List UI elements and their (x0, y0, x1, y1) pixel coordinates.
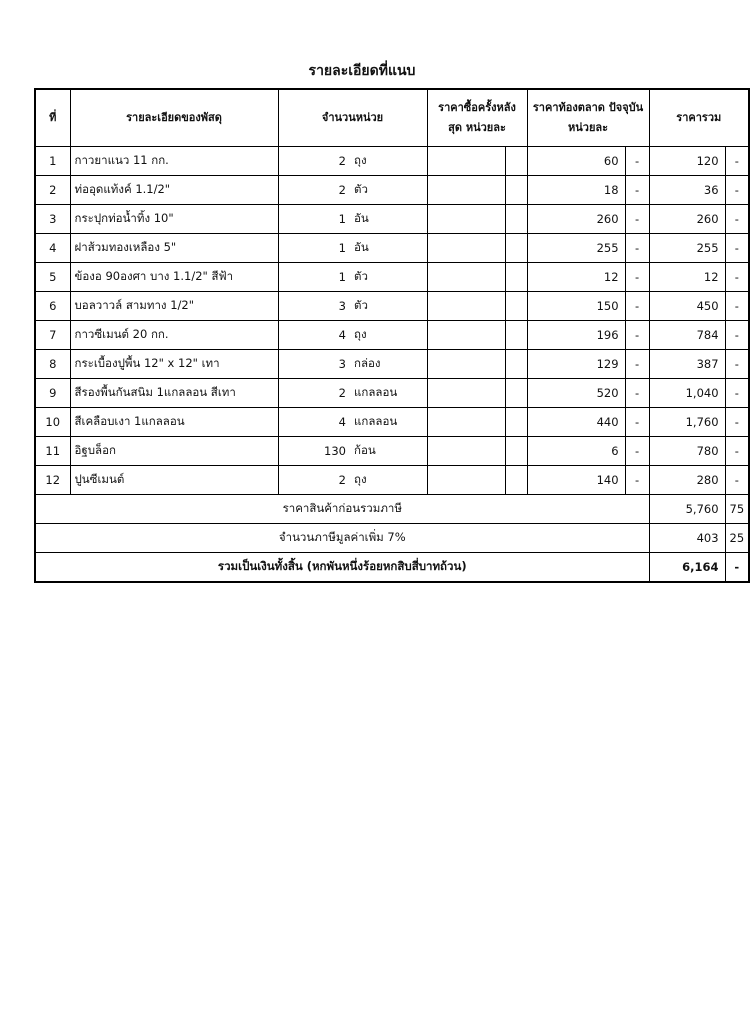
item-detail: บอลวาวล์ สามทาง 1/2" (70, 292, 278, 321)
subtotal-label: ราคาสินค้าก่อนรวมภาษี (35, 495, 649, 524)
item-market-price: 6 (527, 437, 625, 466)
item-no: 12 (35, 466, 70, 495)
item-market-price: 18 (527, 176, 625, 205)
item-qty: 4 (278, 321, 350, 350)
item-no: 6 (35, 292, 70, 321)
item-market-price: 260 (527, 205, 625, 234)
item-detail: สีรองพื้นกันสนิม 1แกลลอน สีเทา (70, 379, 278, 408)
item-last-price-satang (505, 437, 527, 466)
document-title: รายละเอียดที่แนบ (308, 63, 416, 79)
vat-satang: 25 (725, 524, 749, 553)
header-detail: รายละเอียดของพัสดุ (70, 89, 278, 147)
table-row (35, 321, 749, 350)
item-total-satang: - (725, 292, 749, 321)
item-total: 1,760 (649, 408, 725, 437)
item-no: 3 (35, 205, 70, 234)
item-last-price (427, 350, 505, 379)
table-row (35, 176, 749, 205)
item-unit: ถุง (350, 466, 427, 495)
item-no: 9 (35, 379, 70, 408)
item-qty: 130 (278, 437, 350, 466)
item-detail: กาวซีเมนต์ 20 กก. (70, 321, 278, 350)
item-qty: 3 (278, 350, 350, 379)
item-market-price: 255 (527, 234, 625, 263)
item-last-price-satang (505, 466, 527, 495)
item-last-price-satang (505, 263, 527, 292)
item-total: 12 (649, 263, 725, 292)
vat-value: 403 (649, 524, 725, 553)
item-market-price-satang: - (625, 321, 649, 350)
grand-total-value: 6,164 (649, 553, 725, 583)
item-qty: 1 (278, 205, 350, 234)
table-row (35, 350, 749, 379)
item-total: 780 (649, 437, 725, 466)
item-last-price (427, 205, 505, 234)
item-last-price-satang (505, 176, 527, 205)
table-body (35, 147, 749, 495)
item-total-satang: - (725, 350, 749, 379)
item-last-price-satang (505, 205, 527, 234)
item-unit: ถุง (350, 321, 427, 350)
item-market-price: 196 (527, 321, 625, 350)
item-market-price-satang: - (625, 176, 649, 205)
item-total: 450 (649, 292, 725, 321)
header-last-price: ราคาซื้อครั้งหลังสุด หน่วยละ (427, 89, 527, 147)
table-row (35, 292, 749, 321)
item-no: 7 (35, 321, 70, 350)
item-total-satang: - (725, 234, 749, 263)
item-unit: ตัว (350, 292, 427, 321)
table-row (35, 147, 749, 176)
item-no: 10 (35, 408, 70, 437)
item-last-price (427, 466, 505, 495)
item-last-price (427, 408, 505, 437)
item-market-price-satang: - (625, 437, 649, 466)
item-unit: ถุง (350, 147, 427, 176)
item-detail: ปูนซีเมนต์ (70, 466, 278, 495)
header-total: ราคารวม (649, 89, 749, 147)
item-detail: กาวยาแนว 11 กก. (70, 147, 278, 176)
table-header-row (35, 89, 749, 147)
item-no: 4 (35, 234, 70, 263)
item-detail: กระเบื้องปูพื้น 12" x 12" เทา (70, 350, 278, 379)
table-row (35, 379, 749, 408)
item-no: 1 (35, 147, 70, 176)
item-total-satang: - (725, 147, 749, 176)
items-table (34, 88, 750, 583)
item-no: 5 (35, 263, 70, 292)
item-total-satang: - (725, 408, 749, 437)
item-unit: ตัว (350, 263, 427, 292)
item-last-price-satang (505, 147, 527, 176)
item-market-price-satang: - (625, 263, 649, 292)
item-qty: 2 (278, 466, 350, 495)
item-market-price-satang: - (625, 408, 649, 437)
item-total-satang: - (725, 176, 749, 205)
item-qty: 3 (278, 292, 350, 321)
item-qty: 4 (278, 408, 350, 437)
grand-total-row (35, 553, 749, 583)
item-no: 2 (35, 176, 70, 205)
item-qty: 1 (278, 234, 350, 263)
item-last-price-satang (505, 379, 527, 408)
item-total-satang: - (725, 466, 749, 495)
item-total: 1,040 (649, 379, 725, 408)
item-market-price: 150 (527, 292, 625, 321)
item-market-price-satang: - (625, 292, 649, 321)
header-no: ที่ (35, 89, 70, 147)
vat-label: จำนวนภาษีมูลค่าเพิ่ม 7% (35, 524, 649, 553)
item-unit: แกลลอน (350, 408, 427, 437)
item-unit: แกลลอน (350, 379, 427, 408)
item-market-price-satang: - (625, 205, 649, 234)
item-last-price-satang (505, 408, 527, 437)
item-market-price: 140 (527, 466, 625, 495)
item-unit: ตัว (350, 176, 427, 205)
item-no: 11 (35, 437, 70, 466)
item-total: 36 (649, 176, 725, 205)
item-last-price (427, 437, 505, 466)
item-no: 8 (35, 350, 70, 379)
grand-total-satang: - (725, 553, 749, 583)
item-total: 280 (649, 466, 725, 495)
item-market-price: 520 (527, 379, 625, 408)
item-last-price (427, 292, 505, 321)
item-total-satang: - (725, 379, 749, 408)
item-last-price (427, 147, 505, 176)
table-row (35, 205, 749, 234)
table-row (35, 466, 749, 495)
item-market-price-satang: - (625, 350, 649, 379)
item-detail: สีเคลือบเงา 1แกลลอน (70, 408, 278, 437)
vat-row (35, 524, 749, 553)
header-market-price: ราคาท้องตลาด ปัจจุบันหน่วยละ (527, 89, 649, 147)
item-total: 784 (649, 321, 725, 350)
item-last-price-satang (505, 292, 527, 321)
item-market-price: 60 (527, 147, 625, 176)
item-qty: 2 (278, 176, 350, 205)
item-total-satang: - (725, 205, 749, 234)
item-last-price-satang (505, 234, 527, 263)
subtotal-value: 5,760 (649, 495, 725, 524)
item-total-satang: - (725, 437, 749, 466)
item-qty: 2 (278, 147, 350, 176)
item-detail: ท่ออุดแท้งค์ 1.1/2" (70, 176, 278, 205)
item-market-price-satang: - (625, 466, 649, 495)
item-last-price (427, 176, 505, 205)
item-last-price (427, 234, 505, 263)
item-total: 255 (649, 234, 725, 263)
item-detail: ข้องอ 90องศา บาง 1.1/2" สีฟ้า (70, 263, 278, 292)
item-last-price-satang (505, 321, 527, 350)
subtotal-satang: 75 (725, 495, 749, 524)
item-unit: ก้อน (350, 437, 427, 466)
item-total: 387 (649, 350, 725, 379)
subtotal-row (35, 495, 749, 524)
item-unit: อัน (350, 205, 427, 234)
item-last-price (427, 379, 505, 408)
item-last-price (427, 321, 505, 350)
grand-total-label: รวมเป็นเงินทั้งสิ้น (หกพันหนึ่งร้อยหกสิบสี่บาทถ้วน) (35, 553, 649, 583)
table-row (35, 234, 749, 263)
item-last-price (427, 263, 505, 292)
item-last-price-satang (505, 350, 527, 379)
table-row (35, 263, 749, 292)
item-qty: 1 (278, 263, 350, 292)
item-total-satang: - (725, 321, 749, 350)
header-qty: จำนวนหน่วย (278, 89, 427, 147)
item-unit: อัน (350, 234, 427, 263)
item-market-price-satang: - (625, 147, 649, 176)
item-detail: อิฐบล็อก (70, 437, 278, 466)
item-total-satang: - (725, 263, 749, 292)
item-market-price: 129 (527, 350, 625, 379)
item-market-price: 12 (527, 263, 625, 292)
item-qty: 2 (278, 379, 350, 408)
item-detail: ฝาส้วมทองเหลือง 5" (70, 234, 278, 263)
item-market-price-satang: - (625, 234, 649, 263)
table-row (35, 437, 749, 466)
item-market-price: 440 (527, 408, 625, 437)
item-total: 120 (649, 147, 725, 176)
item-total: 260 (649, 205, 725, 234)
table-row (35, 408, 749, 437)
item-market-price-satang: - (625, 379, 649, 408)
item-unit: กล่อง (350, 350, 427, 379)
item-detail: กระปุกท่อน้ำทิ้ง 10" (70, 205, 278, 234)
